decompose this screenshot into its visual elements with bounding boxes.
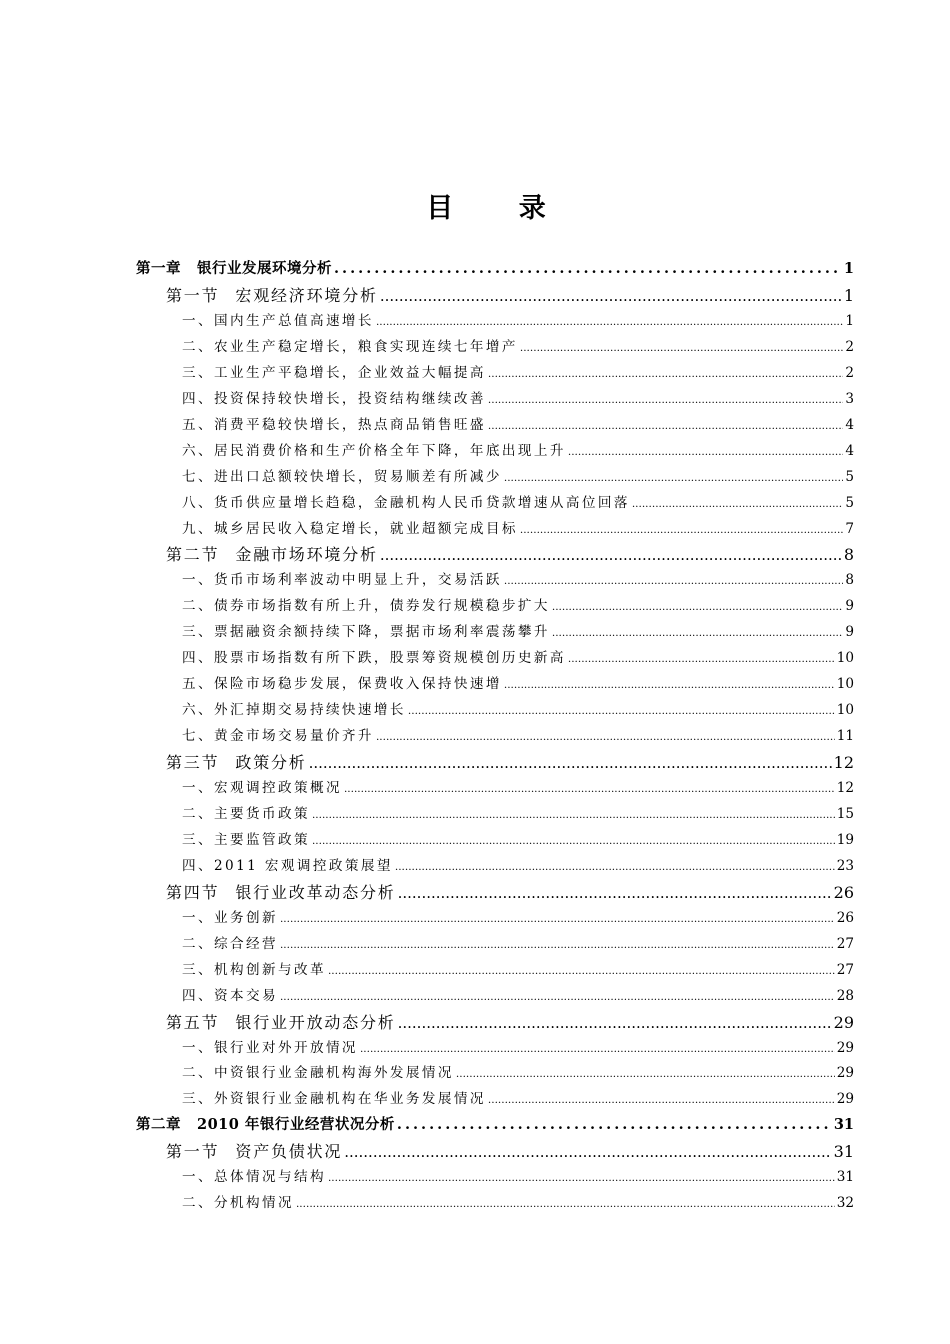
toc-page-number: 28 (836, 987, 854, 1004)
toc-entry-title (182, 335, 518, 355)
toc-item-row[interactable] (182, 672, 854, 692)
toc-page-number: 15 (836, 805, 854, 822)
toc-entry-title (182, 439, 566, 459)
toc-entry-prefix: 第一章 (136, 260, 181, 277)
toc-item-row[interactable] (182, 517, 854, 537)
dot-leader (280, 913, 835, 925)
toc-entry-title (182, 1061, 454, 1081)
dot-leader (395, 861, 835, 873)
toc-entry-text: 2010 年银行业经营状况分析 (197, 1116, 395, 1134)
toc-item-row[interactable] (182, 1087, 854, 1107)
toc-page-number: 9 (845, 598, 854, 615)
toc-entry-title (182, 984, 278, 1004)
toc-page-number: 2 (845, 364, 854, 381)
toc-entry-prefix: 第一节 (166, 1142, 220, 1162)
toc-entry-text: 三、票据融资余额持续下降，票据市场利率震荡攀升 (182, 624, 550, 641)
toc-page-number: 10 (836, 676, 854, 693)
dot-leader (568, 653, 835, 665)
toc-entry-title (182, 620, 550, 640)
dot-leader (504, 472, 843, 484)
toc-entry-text: 宏观经济环境分析 (235, 285, 378, 305)
toc-entry-title (182, 309, 374, 329)
toc-page-number: 1 (845, 312, 854, 329)
dot-leader (344, 783, 835, 795)
toc-page-number: 4 (845, 442, 854, 459)
toc-page-number: 19 (836, 831, 854, 848)
toc-entry-text: 八、货币供应量增长趋稳，金融机构人民币贷款增速从高位回落 (182, 494, 630, 511)
toc-entry-prefix: 第五节 (166, 1012, 220, 1032)
toc-item-row[interactable] (182, 594, 854, 614)
toc-entry-text: 一、银行业对外开放情况 (182, 1039, 358, 1056)
toc-item-row[interactable] (182, 802, 854, 822)
toc-page-number: 11 (836, 728, 854, 745)
dot-leader (488, 420, 843, 432)
toc-page-number: 29 (833, 1012, 854, 1032)
toc-item-row[interactable] (182, 1191, 854, 1211)
toc-page-number: 8 (843, 545, 854, 565)
toc-item-row[interactable] (182, 906, 854, 926)
toc-item-row[interactable] (182, 309, 854, 329)
toc-entry-title (166, 750, 307, 773)
toc-entry-text: 二、债券市场指数有所上升，债券发行规模稳步扩大 (182, 598, 550, 615)
toc-entry-prefix: 第二节 (166, 545, 220, 565)
toc-page-number: 8 (845, 572, 854, 589)
toc-entry-text: 七、进出口总额较快增长，贸易顺差有所减少 (182, 468, 502, 485)
toc-item-row[interactable] (182, 828, 854, 848)
dot-leader (397, 1116, 832, 1133)
dot-leader (632, 498, 844, 510)
toc-entry-text: 一、业务创新 (182, 909, 278, 926)
dot-leader (380, 546, 842, 564)
page-title: 目 录 (426, 193, 574, 224)
dot-leader (312, 835, 835, 847)
toc-entry-title (166, 542, 378, 565)
toc-entry-title (182, 646, 566, 666)
toc-page-number: 31 (833, 1142, 854, 1162)
toc-entry-title (182, 932, 278, 952)
toc-entry-title (182, 854, 393, 874)
dot-leader (380, 287, 842, 305)
toc-entry-text: 六、外汇掉期交易持续快速增长 (182, 702, 406, 719)
toc-entry-title (166, 1139, 342, 1162)
dot-leader (296, 1198, 835, 1210)
dot-leader (408, 705, 835, 717)
toc-entry-text: 七、黄金市场交易量价齐升 (182, 728, 374, 745)
toc-entry-text: 三、工业生产平稳增长，企业效益大幅提高 (182, 364, 486, 381)
toc-entry-title (182, 1087, 486, 1107)
dot-leader (488, 1094, 835, 1106)
toc-entry-text: 二、主要货币政策 (182, 805, 310, 822)
toc-section-row[interactable] (166, 283, 854, 306)
toc-entry-text: 五、消费平稳较快增长，热点商品销售旺盛 (182, 416, 486, 433)
toc-item-row[interactable] (182, 491, 854, 511)
dot-leader (504, 679, 835, 691)
toc-page-number: 26 (833, 882, 854, 902)
toc-item-row[interactable] (182, 465, 854, 485)
toc-item-row[interactable] (182, 413, 854, 433)
dot-leader (552, 627, 843, 639)
toc-entry-title (182, 568, 502, 588)
toc-page-number: 32 (836, 1195, 854, 1212)
toc-chapter-row[interactable] (136, 257, 854, 278)
toc-entry-title (166, 1010, 396, 1033)
toc-page-number: 12 (833, 753, 854, 773)
toc-section-row[interactable] (166, 542, 854, 565)
toc-page-number: 29 (836, 1039, 854, 1056)
toc-entry-text: 二、分机构情况 (182, 1195, 294, 1212)
dot-leader (376, 316, 843, 328)
toc-entry-text: 六、居民消费价格和生产价格全年下降，年底出现上升 (182, 442, 566, 459)
toc-entry-text: 四、资本交易 (182, 987, 278, 1004)
toc-entry-text: 三、主要监管政策 (182, 831, 310, 848)
dot-leader (398, 1014, 832, 1032)
toc-entry-title (182, 517, 518, 537)
toc-item-row[interactable] (182, 776, 854, 796)
toc-page-number: 12 (836, 780, 854, 796)
dot-leader (280, 991, 835, 1003)
dot-leader (328, 965, 835, 977)
toc-entry-prefix: 第四节 (166, 882, 220, 902)
toc-entry-title (182, 776, 342, 796)
toc-entry-text: 银行业开放动态分析 (235, 1012, 396, 1032)
toc-entry-title (182, 724, 374, 744)
dot-leader (520, 524, 843, 536)
toc-entry-title (182, 698, 406, 718)
dot-leader (568, 446, 843, 458)
dot-leader (376, 731, 835, 743)
toc-entry-title (182, 906, 278, 926)
toc-item-row[interactable] (182, 1165, 854, 1185)
toc-entry-text: 四、2011 宏观调控政策展望 (182, 857, 393, 874)
toc-page-number: 31 (833, 1116, 854, 1134)
toc-item-row[interactable] (182, 854, 854, 874)
toc-entry-text: 二、中资银行业金融机构海外发展情况 (182, 1065, 454, 1082)
toc-entry-title (182, 802, 310, 822)
toc-entry-text: 九、城乡居民收入稳定增长，就业超额完成目标 (182, 520, 518, 537)
toc-entry-title (166, 880, 396, 903)
dot-leader (398, 884, 832, 902)
toc-page-number: 7 (845, 520, 854, 537)
toc-entry-text: 政策分析 (235, 753, 307, 773)
toc-page-number: 31 (836, 1169, 854, 1186)
dot-leader (344, 1143, 831, 1161)
toc-page-number: 29 (836, 1065, 854, 1082)
toc-entry-title (182, 1165, 326, 1185)
toc-page-number: 2 (845, 338, 854, 355)
dot-leader (334, 260, 842, 277)
toc-entry-title (182, 361, 486, 381)
toc-page-number: 9 (845, 624, 854, 641)
toc-entry-text: 四、股票市场指数有所下跌，股票筹资规模创历史新高 (182, 650, 566, 667)
toc-page-number: 1 (843, 285, 854, 305)
toc-entry-title (182, 672, 502, 692)
toc-entry-prefix: 第一节 (166, 285, 220, 305)
toc-entry-title (182, 413, 486, 433)
toc-page-number: 4 (845, 416, 854, 433)
dot-leader (488, 368, 843, 380)
toc-entry-text: 一、国内生产总值高速增长 (182, 312, 374, 329)
toc-page-number: 3 (845, 390, 854, 407)
toc-section-row[interactable] (166, 750, 854, 773)
toc-entry-text: 五、保险市场稳步发展，保费收入保持快速增 (182, 676, 502, 693)
dot-leader (456, 1068, 835, 1080)
toc-entry-text: 一、货币市场利率波动中明显上升，交易活跃 (182, 572, 502, 589)
toc-entry-text: 二、综合经营 (182, 935, 278, 952)
toc-item-row[interactable] (182, 620, 854, 640)
toc-entry-text: 四、投资保持较快增长，投资结构继续改善 (182, 390, 486, 407)
toc-item-row[interactable] (182, 724, 854, 744)
dot-leader (488, 394, 843, 406)
dot-leader (280, 939, 835, 951)
toc-entry-text: 一、总体情况与结构 (182, 1169, 326, 1186)
toc-page-number: 1 (843, 260, 854, 277)
toc-chapter-row[interactable] (136, 1113, 854, 1134)
toc-item-row[interactable] (182, 568, 854, 588)
toc-entry-title (182, 594, 550, 614)
toc-entry-text: 一、宏观调控政策概况 (182, 780, 342, 796)
toc-item-row[interactable] (182, 335, 854, 355)
toc-section-row[interactable] (166, 1139, 854, 1162)
toc-page-number: 27 (836, 961, 854, 978)
dot-leader (360, 1043, 835, 1055)
toc-entry-text: 三、外资银行业金融机构在华业务发展情况 (182, 1091, 486, 1108)
dot-leader (504, 575, 843, 587)
dot-leader (328, 1172, 835, 1184)
toc-item-row[interactable] (182, 984, 854, 1004)
toc-entry-text: 金融市场环境分析 (235, 545, 378, 565)
toc-entry-title (182, 465, 502, 485)
toc-page-number: 10 (836, 650, 854, 667)
toc-item-row[interactable] (182, 932, 854, 952)
dot-leader (312, 809, 835, 821)
dot-leader (520, 342, 843, 354)
toc-item-row[interactable] (182, 361, 854, 381)
toc-entry-title (182, 958, 326, 978)
toc-item-row[interactable] (182, 439, 854, 459)
toc-entry-prefix: 第二章 (136, 1116, 181, 1134)
toc-entry-text: 银行业发展环境分析 (197, 260, 332, 277)
toc-item-row[interactable] (182, 1061, 854, 1081)
toc-entry-text: 银行业改革动态分析 (235, 882, 396, 902)
toc-entry-title (182, 491, 630, 511)
toc-page-number: 5 (845, 468, 854, 485)
dot-leader (552, 601, 843, 613)
toc-item-row[interactable] (182, 958, 854, 978)
toc-entry-title (166, 283, 378, 306)
toc-entry-text: 二、农业生产稳定增长，粮食实现连续七年增产 (182, 338, 518, 355)
toc-page-number: 5 (845, 494, 854, 511)
toc-entry-text: 资产负债状况 (235, 1142, 343, 1162)
toc-item-row[interactable] (182, 698, 854, 718)
toc-entry-title (136, 1113, 395, 1134)
toc-item-row[interactable] (182, 646, 854, 666)
toc-section-row[interactable] (166, 880, 854, 903)
toc-page-number: 26 (836, 909, 854, 926)
toc-item-row[interactable] (182, 387, 854, 407)
toc-page-number: 27 (836, 935, 854, 952)
toc-entry-title (136, 257, 332, 278)
toc-page-number: 29 (836, 1091, 854, 1108)
toc-entry-title (182, 828, 310, 848)
dot-leader (309, 754, 832, 772)
toc-page-number: 23 (836, 857, 854, 874)
toc-entry-text: 三、机构创新与改革 (182, 961, 326, 978)
toc-entry-title (182, 1036, 358, 1056)
toc-item-row[interactable] (182, 1036, 854, 1056)
toc-page-number: 10 (836, 702, 854, 719)
toc-entry-prefix: 第三节 (166, 753, 220, 773)
toc-section-row[interactable] (166, 1010, 854, 1033)
toc-entry-title (182, 1191, 294, 1211)
toc-entry-title (182, 387, 486, 407)
